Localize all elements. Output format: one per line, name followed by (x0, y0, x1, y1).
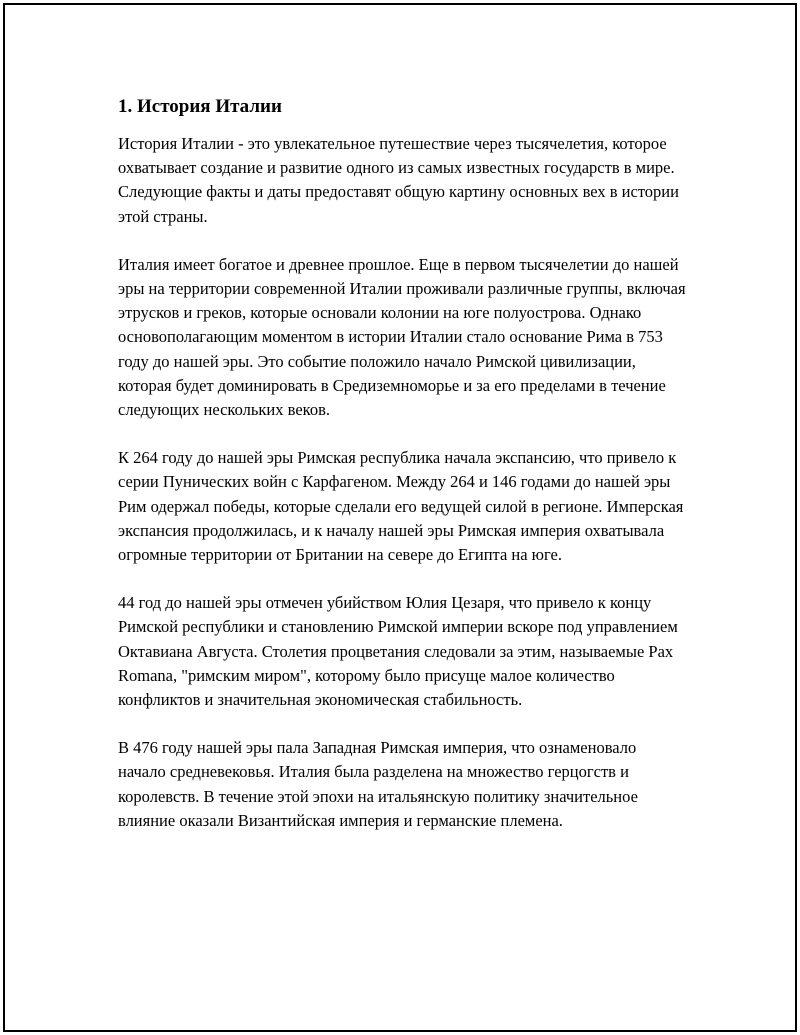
document-body (118, 94, 688, 857)
paragraph-caesar-empire: 44 год до нашей эры отмечен убийством Юлия Цезаря, что привело к концу Римской республики и становлению Римской империи вскоре под управлением Октавиана Августа. Столетия процветания следовали за этим, называемые Pax Romana, "римским миром", которому было присуще малое количество конфликтов и значительная экономическая стабильность. (118, 593, 678, 710)
paragraph-intro: История Италии - это увлекательное путешествие через тысячелетия, которое охватывает создание и развитие одного из самых известных государств в мире. Следующие факты и даты предоставят общую картину основных вех в истории этой страны. (118, 134, 679, 226)
paragraph-fall-of-rome: В 476 году нашей эры пала Западная Римская империя, что ознаменовало начало средневековья. Италия была разделена на множество герцогств и королевств. В течение этой эпохи на итальянскую политику значительное влияние оказали Византийская империя и германские племена. (118, 738, 638, 830)
paragraph-roman-expansion: К 264 году до нашей эры Римская республика начала экспансию, что привело к серии Пунических войн с Карфагеном. Между 264 и 146 годами до нашей эры Рим одержал победы, которые сделали его ведущей силой в регионе. Имперская экспансия продолжилась, и к началу нашей эры Римская империя охватывала огромные территории от Британии на севере до Египта на юге. (118, 448, 684, 565)
document-title: 1. История Италии (118, 96, 282, 117)
paragraph-ancient-past: Италия имеет богатое и древнее прошлое. Еще в первом тысячелетии до нашей эры на территории современной Италии проживали различные группы, включая этрусков и греков, которые основали колонии на юге полуострова. Однако основополагающим моментом в истории Италии стало основание Рима в 753 году до нашей эры. Это событие положило начало Римской цивилизации, которая будет доминировать в Средиземноморье и за его пределами в течение следующих нескольких веков. (118, 254, 686, 420)
